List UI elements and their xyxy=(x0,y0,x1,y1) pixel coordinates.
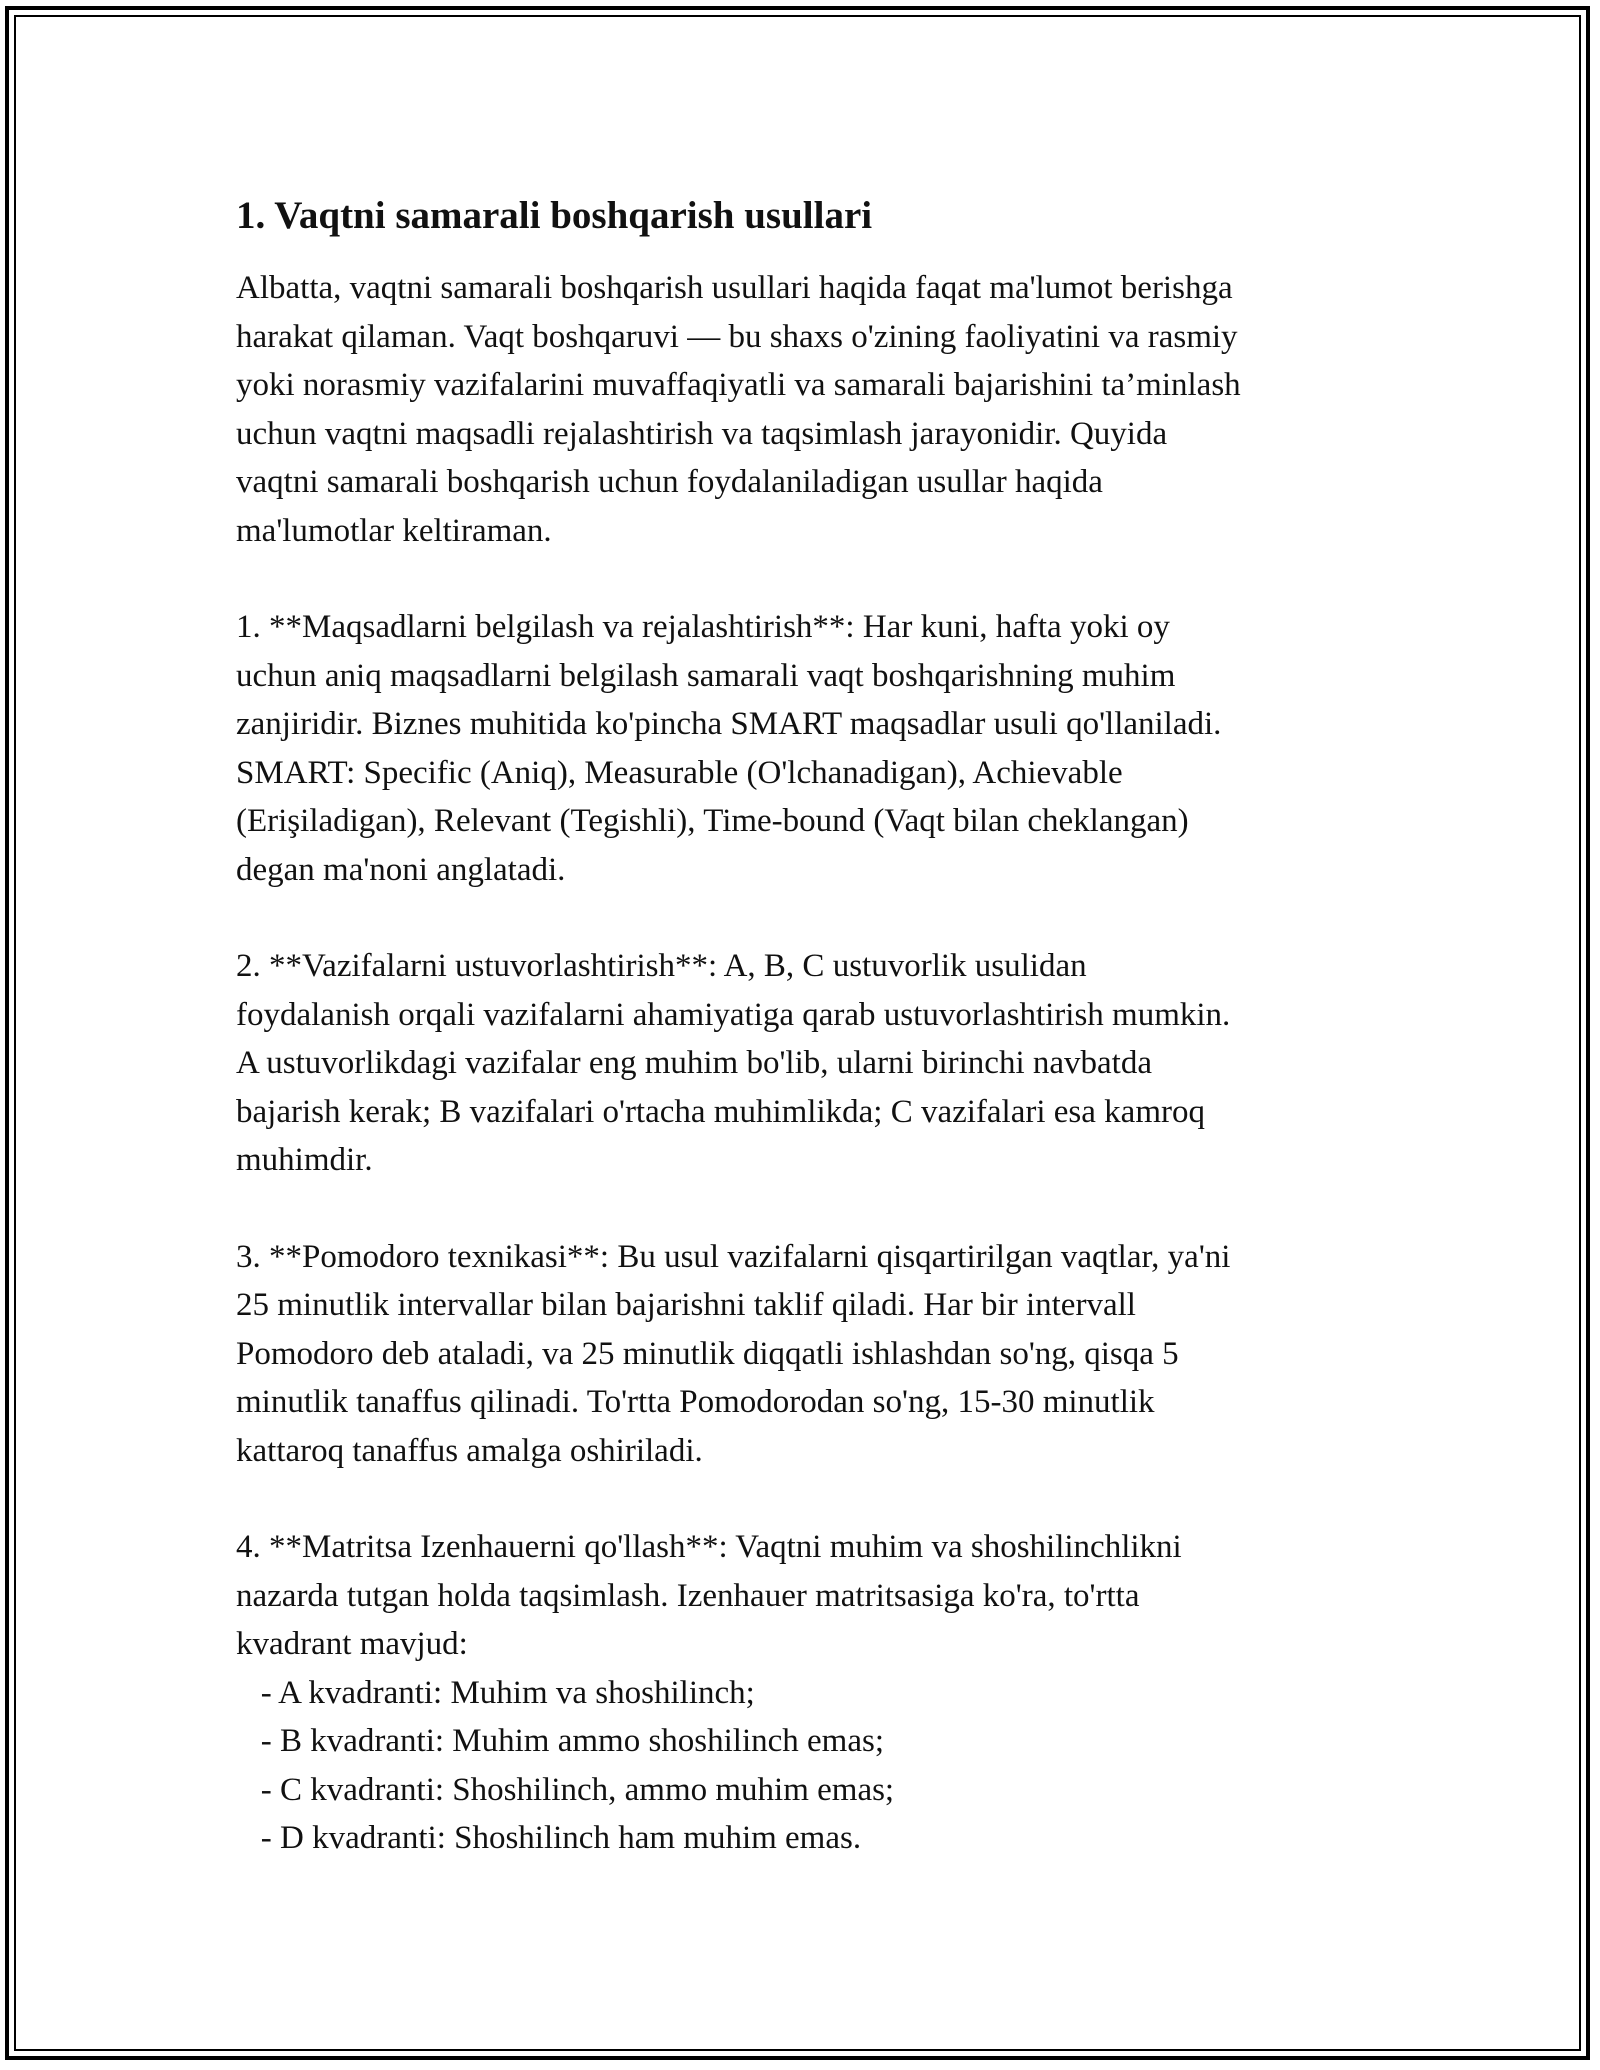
text-line: Pomodoro deb ataladi, va 25 minutlik diqqatli ishlashdan so'ng, qisqa 5 xyxy=(236,1335,1179,1372)
intro-paragraph xyxy=(236,264,1366,555)
quadrant-list-item: - C kvadranti: Shoshilinch, ammo muhim emas; xyxy=(236,1771,895,1808)
text-line: Albatta, vaqtni samarali boshqarish usullari haqida faqat ma'lumot berishga xyxy=(236,270,1233,306)
goals-paragraph xyxy=(236,603,1366,894)
document-body xyxy=(236,190,1366,1863)
text-line: degan ma'noni anglatadi. xyxy=(236,851,566,888)
text-line: yoki norasmiy vazifalarini muvaffaqiyatli va samarali bajarishini ta’minlash xyxy=(236,367,1241,403)
text-line: 25 minutlik intervallar bilan bajarishni taklif qiladi. Har bir intervall xyxy=(236,1287,1136,1323)
quadrant-list-item: - A kvadranti: Muhim va shoshilinch; xyxy=(236,1674,755,1711)
text-line: bajarish kerak; B vazifalari o'rtacha muhimlikda; C vazifalari esa kamroq xyxy=(236,1093,1205,1130)
text-line: 3. **Pomodoro texnikasi**: Bu usul vazifalarni qisqartirilgan vaqtlar, ya'ni xyxy=(236,1238,1231,1275)
text-line: nazarda tutgan holda taqsimlash. Izenhauer matritsasiga ko'ra, to'rtta xyxy=(236,1577,1140,1614)
text-line: kattaroq tanaffus amalga oshiriladi. xyxy=(236,1432,703,1469)
text-line: SMART: Specific (Aniq), Measurable (O'lchanadigan), Achievable xyxy=(236,754,1123,791)
text-line: ma'lumotlar keltiraman. xyxy=(236,512,552,549)
text-line: zanjiridir. Biznes muhitida ko'pincha SMART maqsadlar usuli qo'llaniladi. xyxy=(236,706,1222,742)
pomodoro-paragraph xyxy=(236,1233,1366,1476)
document-title: 1. Vaqtni samarali boshqarish usullari xyxy=(236,194,873,237)
text-line: 1. **Maqsadlarni belgilash va rejalashtirish**: Har kuni, hafta yoki oy xyxy=(236,609,1170,645)
eisenhower-paragraph xyxy=(236,1523,1366,1863)
text-line: uchun aniq maqsadlarni belgilash samarali vaqt boshqarishning muhim xyxy=(236,657,1176,694)
quadrant-list-item: - D kvadranti: Shoshilinch ham muhim emas. xyxy=(236,1820,862,1856)
text-line: kvadrant mavjud: xyxy=(236,1626,468,1662)
text-line: (Erişiladigan), Relevant (Tegishli), Time-bound (Vaqt bilan cheklangan) xyxy=(236,803,1189,839)
text-line: vaqtni samarali boshqarish uchun foydalaniladigan usullar haqida xyxy=(236,464,1103,500)
text-line: muhimdir. xyxy=(236,1142,373,1178)
text-line: uchun vaqtni maqsadli rejalashtirish va taqsimlash jarayonidir. Quyida xyxy=(236,415,1168,452)
text-line: minutlik tanaffus qilinadi. To'rtta Pomodorodan so'ng, 15-30 minutlik xyxy=(236,1384,1155,1420)
text-line: 4. **Matritsa Izenhauerni qo'llash**: Vaqtni muhim va shoshilinchlikni xyxy=(236,1529,1182,1565)
text-line: foydalanish orqali vazifalarni ahamiyatiga qarab ustuvorlashtirish mumkin. xyxy=(236,996,1231,1033)
quadrant-list-item: - B kvadranti: Muhim ammo shoshilinch emas; xyxy=(236,1723,885,1759)
text-line: harakat qilaman. Vaqt boshqaruvi — bu shaxs o'zining faoliyatini va rasmiy xyxy=(236,318,1238,355)
prioritization-paragraph xyxy=(236,942,1366,1185)
text-line: 2. **Vazifalarni ustuvorlashtirish**: A, B, C ustuvorlik usulidan xyxy=(236,948,1087,984)
text-line: A ustuvorlikdagi vazifalar eng muhim bo'lib, ularni birinchi navbatda xyxy=(236,1045,1152,1081)
